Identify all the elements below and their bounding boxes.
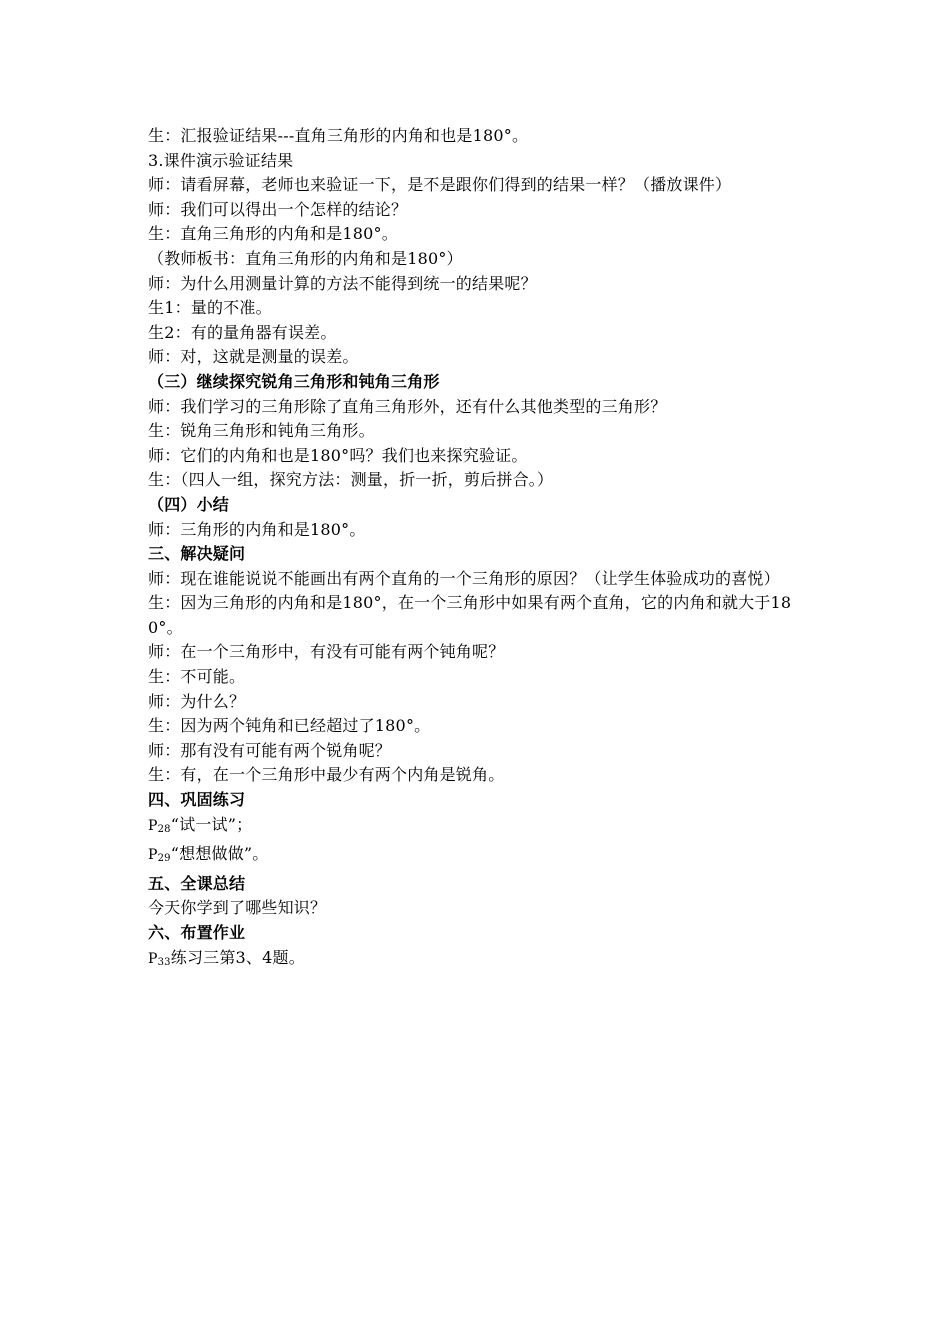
paragraph-line: 生1：量的不准。 — [148, 298, 272, 318]
section-heading: 四、巩固练习 — [148, 790, 246, 810]
paragraph-line: 生：因为两个钝角和已经超过了180°。 — [148, 716, 431, 736]
paragraph-line: 生2：有的量角器有误差。 — [148, 322, 337, 342]
paragraph-line: 师：在一个三角形中，有没有可能有两个钝角呢？ — [148, 642, 505, 662]
paragraph-line: 师：为什么？ — [148, 691, 246, 711]
document-body — [148, 124, 818, 975]
paragraph-line: 师：对，这就是测量的误差。 — [148, 347, 359, 367]
page-ref-number: 28 — [157, 823, 171, 835]
page-ref-prefix: P — [148, 950, 158, 967]
paragraph-line: 3.课件演示验证结果 — [148, 150, 294, 170]
exercise-ref-p29 — [148, 842, 818, 872]
paragraph-line: 师：现在谁能说说不能画出有两个直角的一个三角形的原因？（让学生体验成功的喜悦） — [148, 568, 780, 588]
paragraph-line: （教师板书：直角三角形的内角和是180°） — [148, 248, 463, 268]
paragraph-line: 师：我们学习的三角形除了直角三角形外，还有什么其他类型的三角形？ — [148, 396, 667, 416]
paragraph-line: 师：三角形的内角和是180°。 — [148, 519, 366, 539]
section-heading: 三、解决疑问 — [148, 544, 246, 564]
section-heading: （三）继续探究锐角三角形和钝角三角形 — [148, 371, 440, 391]
paragraph-line: 生：汇报验证结果---直角三角形的内角和也是180°。 — [148, 126, 529, 145]
document-lines-top — [148, 124, 818, 813]
page-ref-prefix: P — [148, 817, 158, 834]
section-heading: （四）小结 — [148, 494, 230, 514]
paragraph-line: 生：不可能。 — [148, 667, 246, 687]
page-ref-text: “想想做做”。 — [170, 844, 269, 864]
paragraph-line: 师：为什么用测量计算的方法不能得到统一的结果呢？ — [148, 273, 537, 293]
paragraph-line: 生：直角三角形的内角和是180°。 — [148, 224, 398, 244]
page-ref-text: “试一试”； — [170, 814, 253, 834]
paragraph-line: 生：锐角三角形和钝角三角形。 — [148, 421, 375, 441]
homework-ref-p33 — [148, 946, 818, 976]
paragraph-line: 生：有，在一个三角形中最少有两个内角是锐角。 — [148, 765, 505, 785]
paragraph-line: 生：因为三角形的内角和是180°，在一个三角形中如果有两个直角，它的内角和就大于180°。 — [148, 593, 792, 637]
paragraph-line: 师：请看屏幕，老师也来验证一下，是不是跟你们得到的结果一样？（播放课件） — [148, 175, 732, 195]
paragraph-line: 师：我们可以得出一个怎样的结论？ — [148, 199, 408, 219]
page-ref-number: 29 — [157, 853, 171, 865]
paragraph-line: 师：它们的内角和也是180°吗？我们也来探究验证。 — [148, 445, 528, 465]
page-ref-prefix: P — [148, 847, 158, 864]
section-heading: 六、布置作业 — [148, 923, 246, 942]
page-ref-text: 练习三第3、4题。 — [170, 947, 305, 967]
paragraph-line: 生：（四人一组，探究方法：测量，折一折，剪后拼合。） — [148, 470, 554, 490]
paragraph-line: 师：那有没有可能有两个锐角呢？ — [148, 740, 392, 760]
page-ref-number: 33 — [157, 956, 171, 968]
paragraph-line: 今天你学到了哪些知识？ — [148, 898, 327, 918]
document-lines-bottom — [148, 872, 818, 946]
section-heading: 五、全课总结 — [148, 873, 246, 893]
exercise-ref-p28 — [148, 813, 818, 843]
